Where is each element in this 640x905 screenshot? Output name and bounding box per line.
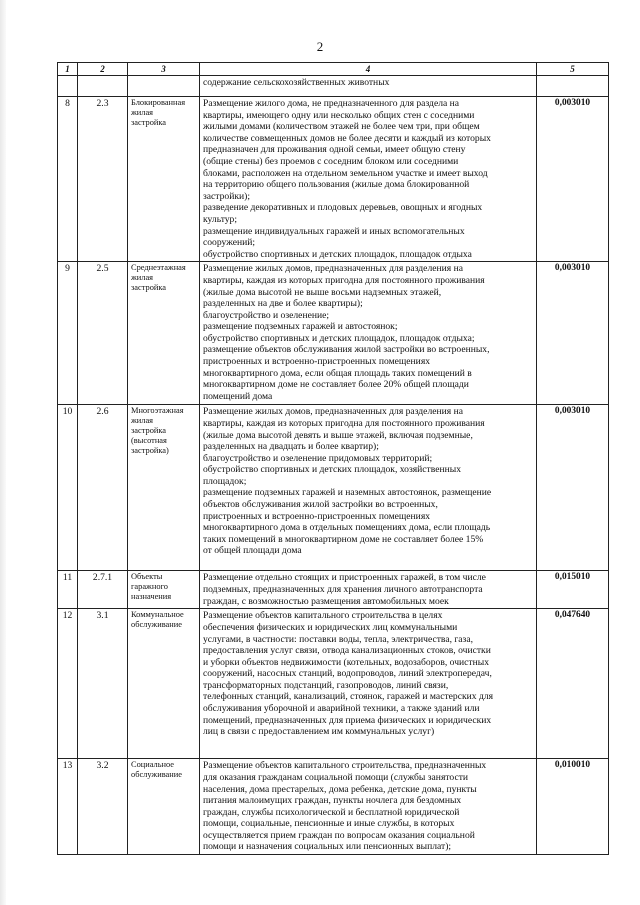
code-cell xyxy=(78,76,128,97)
header-cell: 4 xyxy=(200,63,537,76)
description-line: и уборки объектов недвижимости (котельных, водозаборов, очистных xyxy=(203,656,489,668)
code-cell: 2.5 xyxy=(78,262,128,405)
description-line: от общей площади дома xyxy=(203,545,302,557)
description-line: обустройство спортивных и детских площадок, площадок отдыха xyxy=(203,248,472,260)
row-number-cell xyxy=(58,76,78,97)
description-cell xyxy=(200,97,537,262)
header-cell: 1 xyxy=(58,63,78,76)
description-line: многоквартирного дома в отдельных помещениях дома, если площадь xyxy=(203,522,491,534)
description-line: содержание сельскохозяйственных животных xyxy=(203,77,390,88)
description-cell xyxy=(200,405,537,571)
description-cell xyxy=(200,262,537,405)
description-line: помещений дома xyxy=(203,390,273,402)
description-line: благоустройство и озеленение; xyxy=(203,309,330,321)
description-line: питания малоимущих граждан, пункты ночлега для бездомных xyxy=(203,795,462,807)
description-line: многоквартирного дома, если общая площадь таких помещений в xyxy=(203,367,472,379)
description-line: (общие стены) без проемов с соседним блоком или соседними xyxy=(203,155,459,167)
description-line: (жилые дома высотой не выше восьми надземных этажей, xyxy=(203,286,442,298)
page-number: 2 xyxy=(316,39,324,54)
description-cell xyxy=(200,571,537,609)
scan-edge-shadow xyxy=(0,0,6,905)
description-line: Размещение жилого дома, не предназначенного для раздела на xyxy=(203,98,460,109)
description-line: застройки); xyxy=(203,190,250,202)
use-name-line: Коммунальное xyxy=(131,610,184,620)
description-line: размещение подземных гаражей и наземных автостоянок, размещение xyxy=(203,487,492,499)
use-name-line: Блокированная xyxy=(131,98,186,107)
description-cell xyxy=(200,759,537,855)
description-line: пристроенных и встроенно-пристроенных помещениях xyxy=(203,510,431,522)
description-line: Размещение объектов капитального строительства, предназначенных xyxy=(203,760,487,772)
code-cell: 2.6 xyxy=(78,405,128,571)
use-name-line: гаражного xyxy=(131,582,168,592)
description-line: количестве совмещенных домов не более десяти и каждый из которых xyxy=(203,132,491,144)
table-body xyxy=(58,63,609,855)
use-name-line: застройка xyxy=(131,283,167,293)
use-name-cell xyxy=(128,262,200,405)
description-line: трансформаторных подстанций, газопроводов, линий связи, xyxy=(203,679,449,691)
description-line: подземных, предназначенных для хранения личного автотранспорта xyxy=(203,583,483,595)
use-name-line: застройка xyxy=(131,118,167,127)
description-line: разведение декоративных и плодовых деревьев, овощных и ягодных xyxy=(203,202,483,214)
description-line: площадок; xyxy=(203,475,247,487)
description-line: граждан, службы психологической и бесплатной юридической xyxy=(203,806,460,818)
description-line: квартиры, каждая из которых пригодна для постоянного проживания xyxy=(203,417,485,429)
value-cell: 0,003010 xyxy=(537,405,609,571)
row-number-cell: 9 xyxy=(58,262,78,405)
table-row xyxy=(58,571,609,609)
description-line: жилыми домами (количеством этажей не более чем три, при общем xyxy=(203,121,480,133)
description-line: населения, дома престарелых, дома ребенка, детские дома, пункты xyxy=(203,783,477,795)
row-number-cell: 8 xyxy=(58,97,78,262)
row-number-cell: 12 xyxy=(58,609,78,759)
row-number-cell: 10 xyxy=(58,405,78,571)
description-line: Размещение отдельно стоящих и пристроенных гаражей, в том числе xyxy=(203,572,486,584)
use-name-line: жилая xyxy=(131,273,154,283)
description-line: квартиры, каждая из которых пригодна для постоянного проживания xyxy=(203,274,485,286)
description-line: сооружений, насосных станций, водопроводов, линий электропередач, xyxy=(203,668,492,680)
row-number-cell: 11 xyxy=(58,571,78,609)
header-cell: 5 xyxy=(537,63,609,76)
description-line: помощи и назначения социальных или пенсионных выплат); xyxy=(203,841,452,853)
description-line: осуществляется прием граждан по вопросам оказания социальной xyxy=(203,829,475,841)
description-line: лиц в связи с предоставлением им коммунальных услуг) xyxy=(203,726,435,738)
use-name-line: обслуживание xyxy=(131,770,182,780)
table-header-row xyxy=(58,63,609,76)
use-name-line: застройка) xyxy=(131,446,169,456)
value-cell: 0,003010 xyxy=(537,262,609,405)
description-line: благоустройство и озеленение придомовых территорий; xyxy=(203,452,433,464)
use-name-line: обслуживание xyxy=(131,620,182,630)
description-line: обустройство спортивных и детских площадок, площадок отдыха; xyxy=(203,332,475,344)
value-cell xyxy=(537,76,609,97)
description-line: размещение индивидуальных гаражей и иных вспомогательных xyxy=(203,225,465,237)
use-name-line: жилая xyxy=(131,416,154,426)
description-cell xyxy=(200,76,537,97)
use-name-line: Среднеэтажная xyxy=(131,263,186,273)
description-line: помещений, предназначенных для приема физических и юридических xyxy=(203,714,492,726)
continuation-row xyxy=(58,76,609,97)
use-name-cell xyxy=(128,609,200,759)
header-cell: 2 xyxy=(78,63,128,76)
description-line: обустройство спортивных и детских площадок, хозяйственных xyxy=(203,464,461,476)
table-row xyxy=(58,97,609,262)
value-cell: 0,015010 xyxy=(537,571,609,609)
use-name-line: (высотная xyxy=(131,436,167,446)
description-line: на территорию общего пользования (жилые дома блокированной xyxy=(203,179,470,191)
description-line: телефонных станций, канализаций, стоянок, гаражей и мастерских для xyxy=(203,691,494,703)
code-cell: 2.3 xyxy=(78,97,128,262)
description-line: размещение объектов обслуживания жилой застройки во встроенных, xyxy=(203,344,490,356)
use-name-cell xyxy=(128,759,200,855)
value-cell: 0,003010 xyxy=(537,97,609,262)
description-line: разделенных на две и более квартиры); xyxy=(203,298,363,310)
use-name-cell xyxy=(128,571,200,609)
description-line: объектов обслуживания жилой застройки во встроенных, xyxy=(203,499,438,511)
description-line: для оказания гражданам социальной помощи (службы занятости xyxy=(203,771,469,783)
description-line: блоками, расположен на отдельном земельном участке и имеет выход xyxy=(203,167,488,179)
description-line: сооружений; xyxy=(203,237,256,249)
use-name-line: Объекты xyxy=(131,572,163,582)
description-line: Размещение объектов капитального строительства в целях xyxy=(203,610,443,622)
description-line: услугами, в частности: поставки воды, тепла, электричества, газа, xyxy=(203,633,474,645)
description-line: пристроенных и встроенно-пристроенных помещениях xyxy=(203,356,431,368)
table-row xyxy=(58,759,609,855)
land-use-table xyxy=(57,62,609,855)
description-line: обслуживания уборочной и аварийной техники, а также зданий или xyxy=(203,703,480,715)
code-cell: 3.1 xyxy=(78,609,128,759)
table-row xyxy=(58,262,609,405)
description-line: размещение подземных гаражей и автостоянок; xyxy=(203,321,398,333)
description-line: предоставления услуг связи, отвода канализационных стоков, очистки xyxy=(203,645,491,657)
description-cell xyxy=(200,609,537,759)
description-line: (жилые дома высотой девять и выше этажей, включая подземные, xyxy=(203,429,473,441)
use-name-line: жилая xyxy=(131,108,154,117)
value-cell: 0,010010 xyxy=(537,759,609,855)
table-row xyxy=(58,405,609,571)
use-name-line: застройка xyxy=(131,426,167,436)
description-line: разделенных на двадцать и более квартир); xyxy=(203,441,379,453)
value-cell: 0,047640 xyxy=(537,609,609,759)
header-cell: 3 xyxy=(128,63,200,76)
use-name-cell xyxy=(128,76,200,97)
use-name-cell xyxy=(128,405,200,571)
description-line: квартиры, имеющего одну или несколько общих стен с соседними xyxy=(203,109,475,121)
row-number-cell: 13 xyxy=(58,759,78,855)
code-cell: 3.2 xyxy=(78,759,128,855)
description-line: обеспечения физических и юридических лиц коммунальными xyxy=(203,621,458,633)
use-name-line: Социальное xyxy=(131,760,175,770)
use-name-line: Многоэтажная xyxy=(131,406,184,416)
description-line: таких помещений в многоквартирном доме не составляет более 15% xyxy=(203,533,484,545)
use-name-cell xyxy=(128,97,200,262)
code-cell: 2.7.1 xyxy=(78,571,128,609)
description-line: граждан, с возможностью размещения автомобильных моек xyxy=(203,595,449,607)
description-line: помощи, социальные, пенсионные и иные службы, в которых xyxy=(203,818,455,830)
table-row xyxy=(58,609,609,759)
description-line: Размещение жилых домов, предназначенных для разделения на xyxy=(203,406,463,418)
description-line: многоквартирном доме не составляет более 20% общей площади xyxy=(203,379,469,391)
description-line: предназначен для проживания одной семьи, имеет общую стену xyxy=(203,144,466,156)
use-name-line: назначения xyxy=(131,592,172,602)
description-line: культур; xyxy=(203,213,238,225)
description-line: Размещение жилых домов, предназначенных для разделения на xyxy=(203,263,463,275)
